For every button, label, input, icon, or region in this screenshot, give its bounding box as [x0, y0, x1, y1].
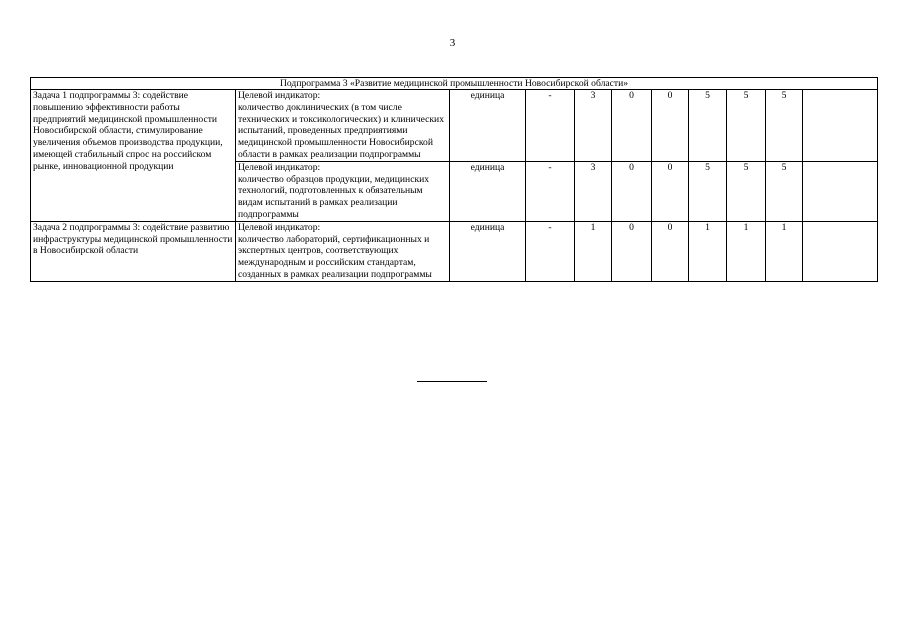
indicator-label: Целевой индикатор:: [238, 90, 321, 101]
value-cell: 0: [612, 90, 652, 162]
indicator-text: количество образцов продукции, медицинских технологий, подготовленных к обязательным видам испытаний в рамках реализации подпрограммы: [238, 173, 430, 220]
value-cell: 0: [652, 221, 689, 281]
value-cell: 1: [766, 221, 803, 281]
notes-cell: [803, 161, 878, 221]
indicator-text: количество доклинических (в том числе технических и токсикологических) и клинических испытаний, проведенных предприятиями медицинской промышленности Новосибирской области в рамках реализации подпрограммы: [238, 101, 444, 160]
value-cell: -: [526, 90, 575, 162]
value-cell: 0: [652, 161, 689, 221]
value-cell: 5: [766, 161, 803, 221]
value-cell: -: [526, 161, 575, 221]
value-cell: 5: [689, 161, 727, 221]
indicator-cell: [236, 90, 450, 162]
page-number: 3: [449, 37, 456, 49]
table-row: [31, 90, 878, 162]
table-row: [31, 221, 878, 281]
value-cell: 0: [652, 90, 689, 162]
indicator-cell: [236, 161, 450, 221]
subprogram-title: Подпрограмма 3 «Развитие медицинской промышленности Новосибирской области»: [31, 78, 878, 90]
notes-cell: [803, 90, 878, 162]
value-cell: 1: [575, 221, 612, 281]
value-cell: 3: [575, 90, 612, 162]
unit-cell: единица: [450, 90, 526, 162]
indicator-cell: [236, 221, 450, 281]
value-cell: 0: [612, 221, 652, 281]
value-cell: 5: [766, 90, 803, 162]
indicator-text: количество лабораторий, сертификационных и экспертных центров, соответствующих международным и российским стандартам, созданных в рамках реализации подпрограммы: [238, 233, 432, 280]
value-cell: 5: [727, 90, 766, 162]
task-description: Задача 2 подпрограммы 3: содействие развитию инфраструктуры медицинской промышленности в Новосибирской области: [31, 221, 236, 281]
notes-cell: [803, 221, 878, 281]
value-cell: 3: [575, 161, 612, 221]
value-cell: 1: [689, 221, 727, 281]
value-cell: 5: [727, 161, 766, 221]
subprogram-header-row: [31, 78, 878, 90]
separator-line: [417, 381, 487, 382]
indicators-table: [30, 77, 878, 282]
task-description: Задача 1 подпрограммы 3: содействие повышению эффективности работы предприятий медицинской промышленности Новосибирской области, стимулирование увеличения объемов производства продукции, имеющей стабильный спрос на российском рынке, инновационной продукции: [31, 90, 236, 222]
indicator-label: Целевой индикатор:: [238, 161, 321, 173]
value-cell: 5: [689, 90, 727, 162]
indicator-label: Целевой индикатор:: [238, 221, 321, 233]
value-cell: -: [526, 221, 575, 281]
value-cell: 1: [727, 221, 766, 281]
unit-cell: единица: [450, 221, 526, 281]
value-cell: 0: [612, 161, 652, 221]
unit-cell: единица: [450, 161, 526, 221]
